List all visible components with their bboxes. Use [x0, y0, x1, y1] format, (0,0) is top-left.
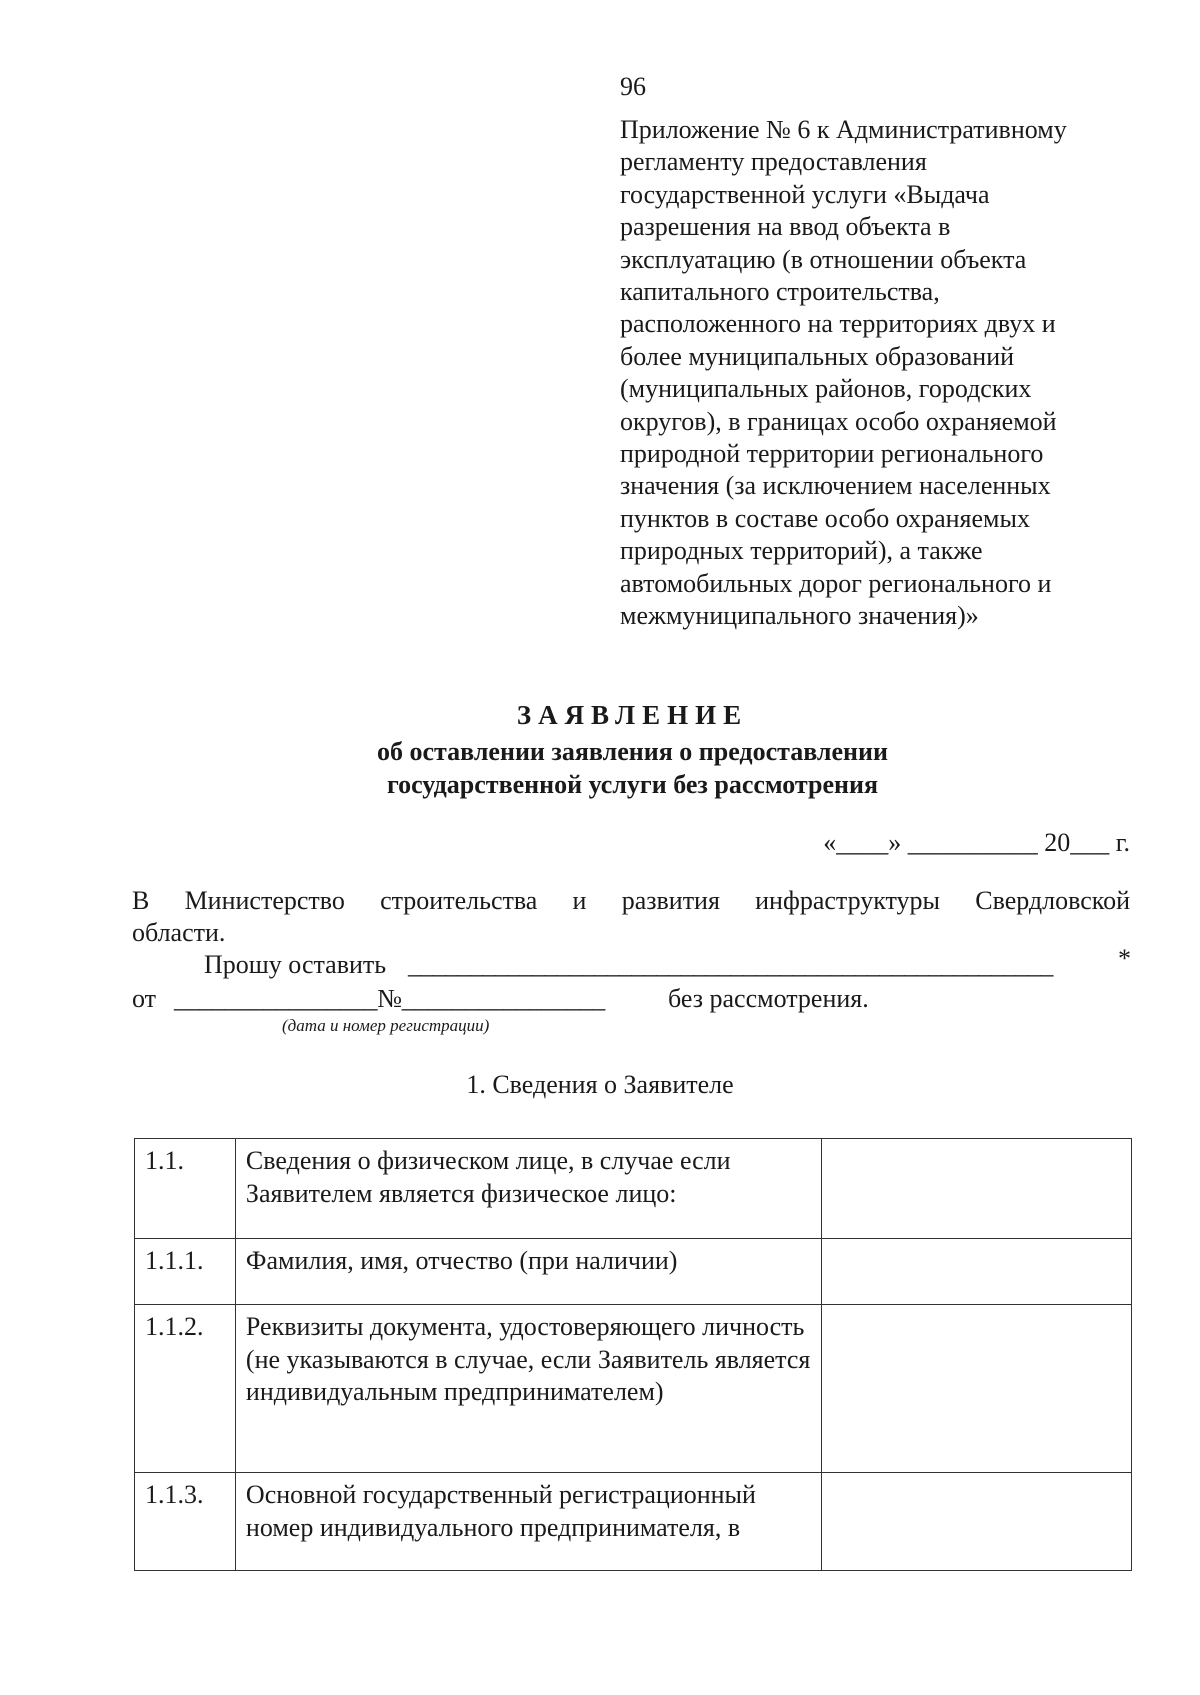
- table-row: [135, 1139, 1132, 1239]
- row-label: Основной государственный регистрационный номер индивидуального предпринимателя, в: [235, 1473, 821, 1571]
- subtitle-line: об оставлении заявления о предоставлении: [377, 737, 888, 766]
- appendix-line: регламенту предоставления: [620, 147, 927, 177]
- request-blank: ____________________________________________________: [408, 950, 1053, 979]
- document-title: ЗАЯВЛЕНИЕ: [516, 700, 749, 730]
- appendix-line: капитального строительства,: [620, 277, 940, 307]
- recipient-line-2: области.: [132, 918, 226, 947]
- row-label: Сведения о физическом лице, в случае если Заявителем является физическое лицо:: [235, 1139, 821, 1239]
- document-subtitle: [0, 735, 1200, 801]
- without-review-text: без рассмотрения.: [668, 984, 869, 1013]
- appendix-line: расположенного на территориях двух и: [620, 309, 1056, 339]
- date-line: «____» __________ 20___ г.: [823, 828, 1130, 857]
- appendix-line: (муниципальных районов, городских: [620, 374, 1032, 404]
- applicant-info-table: [134, 1138, 1132, 1571]
- appendix-line: автомобильных дорог регионального и: [620, 568, 1052, 598]
- appendix-line: государственной услуги «Выдача: [620, 179, 990, 209]
- recipient-line: В Министерство строительства и развития инфраструктуры Свердловской: [132, 886, 1130, 915]
- appendix-line: пунктов в составе особо охраняемых: [620, 503, 1030, 533]
- row-number: 1.1.2.: [135, 1305, 236, 1473]
- section-title: 1. Сведения о Заявителе: [466, 1070, 734, 1099]
- request-footnote-mark: *: [1118, 944, 1131, 973]
- row-label: Реквизиты документа, удостоверяющего личность (не указываются в случае, если Заявитель является индивидуальным предпринимателем): [235, 1305, 821, 1473]
- request-label: Прошу оставить: [204, 950, 387, 979]
- appendix-line: значения (за исключением населенных: [620, 471, 1051, 501]
- appendix-line: межмуниципального значения)»: [620, 601, 979, 631]
- appendix-line: эксплуатацию (в отношении объекта: [620, 244, 1027, 274]
- appendix-line: природных территорий), а также: [620, 536, 983, 566]
- table-row: [135, 1473, 1132, 1571]
- appendix-line: природной территории регионального: [620, 439, 1044, 469]
- appendix-line: Приложение № 6 к Административному: [620, 115, 1067, 144]
- row-value-field[interactable]: [821, 1305, 1131, 1473]
- appendix-line: более муниципальных образований: [620, 341, 1015, 371]
- from-blank: ________________№________________: [174, 984, 605, 1013]
- row-value-field[interactable]: [821, 1139, 1131, 1239]
- appendix-line: разрешения на ввод объекта в: [620, 212, 951, 242]
- table-row: [135, 1239, 1132, 1305]
- appendix-note: [620, 114, 1160, 633]
- row-value-field[interactable]: [821, 1473, 1131, 1571]
- row-value-field[interactable]: [821, 1239, 1131, 1305]
- page-number: 96: [620, 72, 646, 101]
- row-label: Фамилия, имя, отчество (при наличии): [235, 1239, 821, 1305]
- registration-hint: (дата и номер регистрации): [282, 1016, 490, 1035]
- from-label: от: [132, 984, 157, 1013]
- appendix-line: округов), в границах особо охраняемой: [620, 406, 1057, 436]
- subtitle-line: государственной услуги без рассмотрения: [386, 770, 879, 799]
- table-row: [135, 1305, 1132, 1473]
- row-number: 1.1.3.: [135, 1473, 236, 1571]
- row-number: 1.1.1.: [135, 1239, 236, 1305]
- row-number: 1.1.: [135, 1139, 236, 1239]
